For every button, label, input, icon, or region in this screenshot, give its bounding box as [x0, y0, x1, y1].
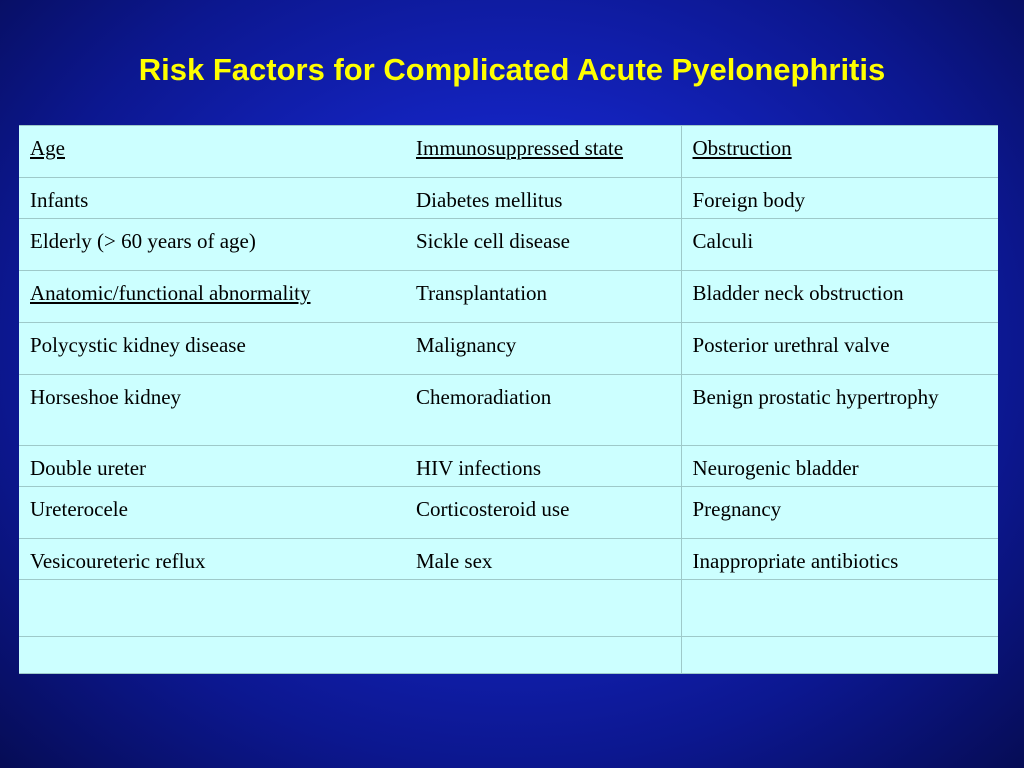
table-cell: Bladder neck obstruction: [681, 271, 998, 323]
table-cell: Neurogenic bladder: [681, 446, 998, 487]
table-cell: [405, 580, 681, 637]
table-cell: Ureterocele: [19, 487, 405, 539]
table-cell: Vesicoureteric reflux: [19, 539, 405, 580]
table-cell: Transplantation: [405, 271, 681, 323]
table-cell: Polycystic kidney disease: [19, 323, 405, 375]
table-cell: Calculi: [681, 219, 998, 271]
table-row: [19, 219, 998, 271]
table-cell: Posterior urethral valve: [681, 323, 998, 375]
table-row: [19, 178, 998, 219]
table-cell: [681, 637, 998, 674]
table-cell: Horseshoe kidney: [19, 375, 405, 446]
table-row: [19, 580, 998, 637]
table-row: [19, 323, 998, 375]
table-cell: Pregnancy: [681, 487, 998, 539]
table-row: [19, 375, 998, 446]
table-cell: [681, 126, 998, 178]
table-cell: Infants: [19, 178, 405, 219]
table-cell: Corticosteroid use: [405, 487, 681, 539]
table-cell: Malignancy: [405, 323, 681, 375]
column-heading-obstruction: Obstruction: [692, 136, 792, 160]
table-cell: [405, 637, 681, 674]
table-cell: [19, 271, 405, 323]
table-cell: Foreign body: [681, 178, 998, 219]
table-cell: HIV infections: [405, 446, 681, 487]
table-cell: Inappropriate antibiotics: [681, 539, 998, 580]
risk-factors-table: [19, 125, 998, 674]
table-cell: Elderly (> 60 years of age): [19, 219, 405, 271]
table-row: [19, 446, 998, 487]
table-cell: [19, 580, 405, 637]
table-cell: Diabetes mellitus: [405, 178, 681, 219]
table-cell: [681, 580, 998, 637]
table-cell: Chemoradiation: [405, 375, 681, 446]
column-heading-age: Age: [30, 136, 65, 160]
table-row: [19, 539, 998, 580]
table-row: [19, 487, 998, 539]
table-cell: Benign prostatic hypertrophy: [681, 375, 998, 446]
section-heading-anatomic: Anatomic/functional abnormality: [30, 281, 311, 305]
table-cell: Sickle cell disease: [405, 219, 681, 271]
table-row: [19, 126, 998, 178]
table-cell: [19, 637, 405, 674]
column-heading-immunosuppressed: Immunosuppressed state: [416, 136, 624, 160]
table-cell: Double ureter: [19, 446, 405, 487]
table-cell: [405, 126, 681, 178]
table-row: [19, 637, 998, 674]
slide-title: Risk Factors for Complicated Acute Pyelonephritis: [138, 52, 886, 87]
table-cell: Male sex: [405, 539, 681, 580]
table-cell: [19, 126, 405, 178]
table-row: [19, 271, 998, 323]
